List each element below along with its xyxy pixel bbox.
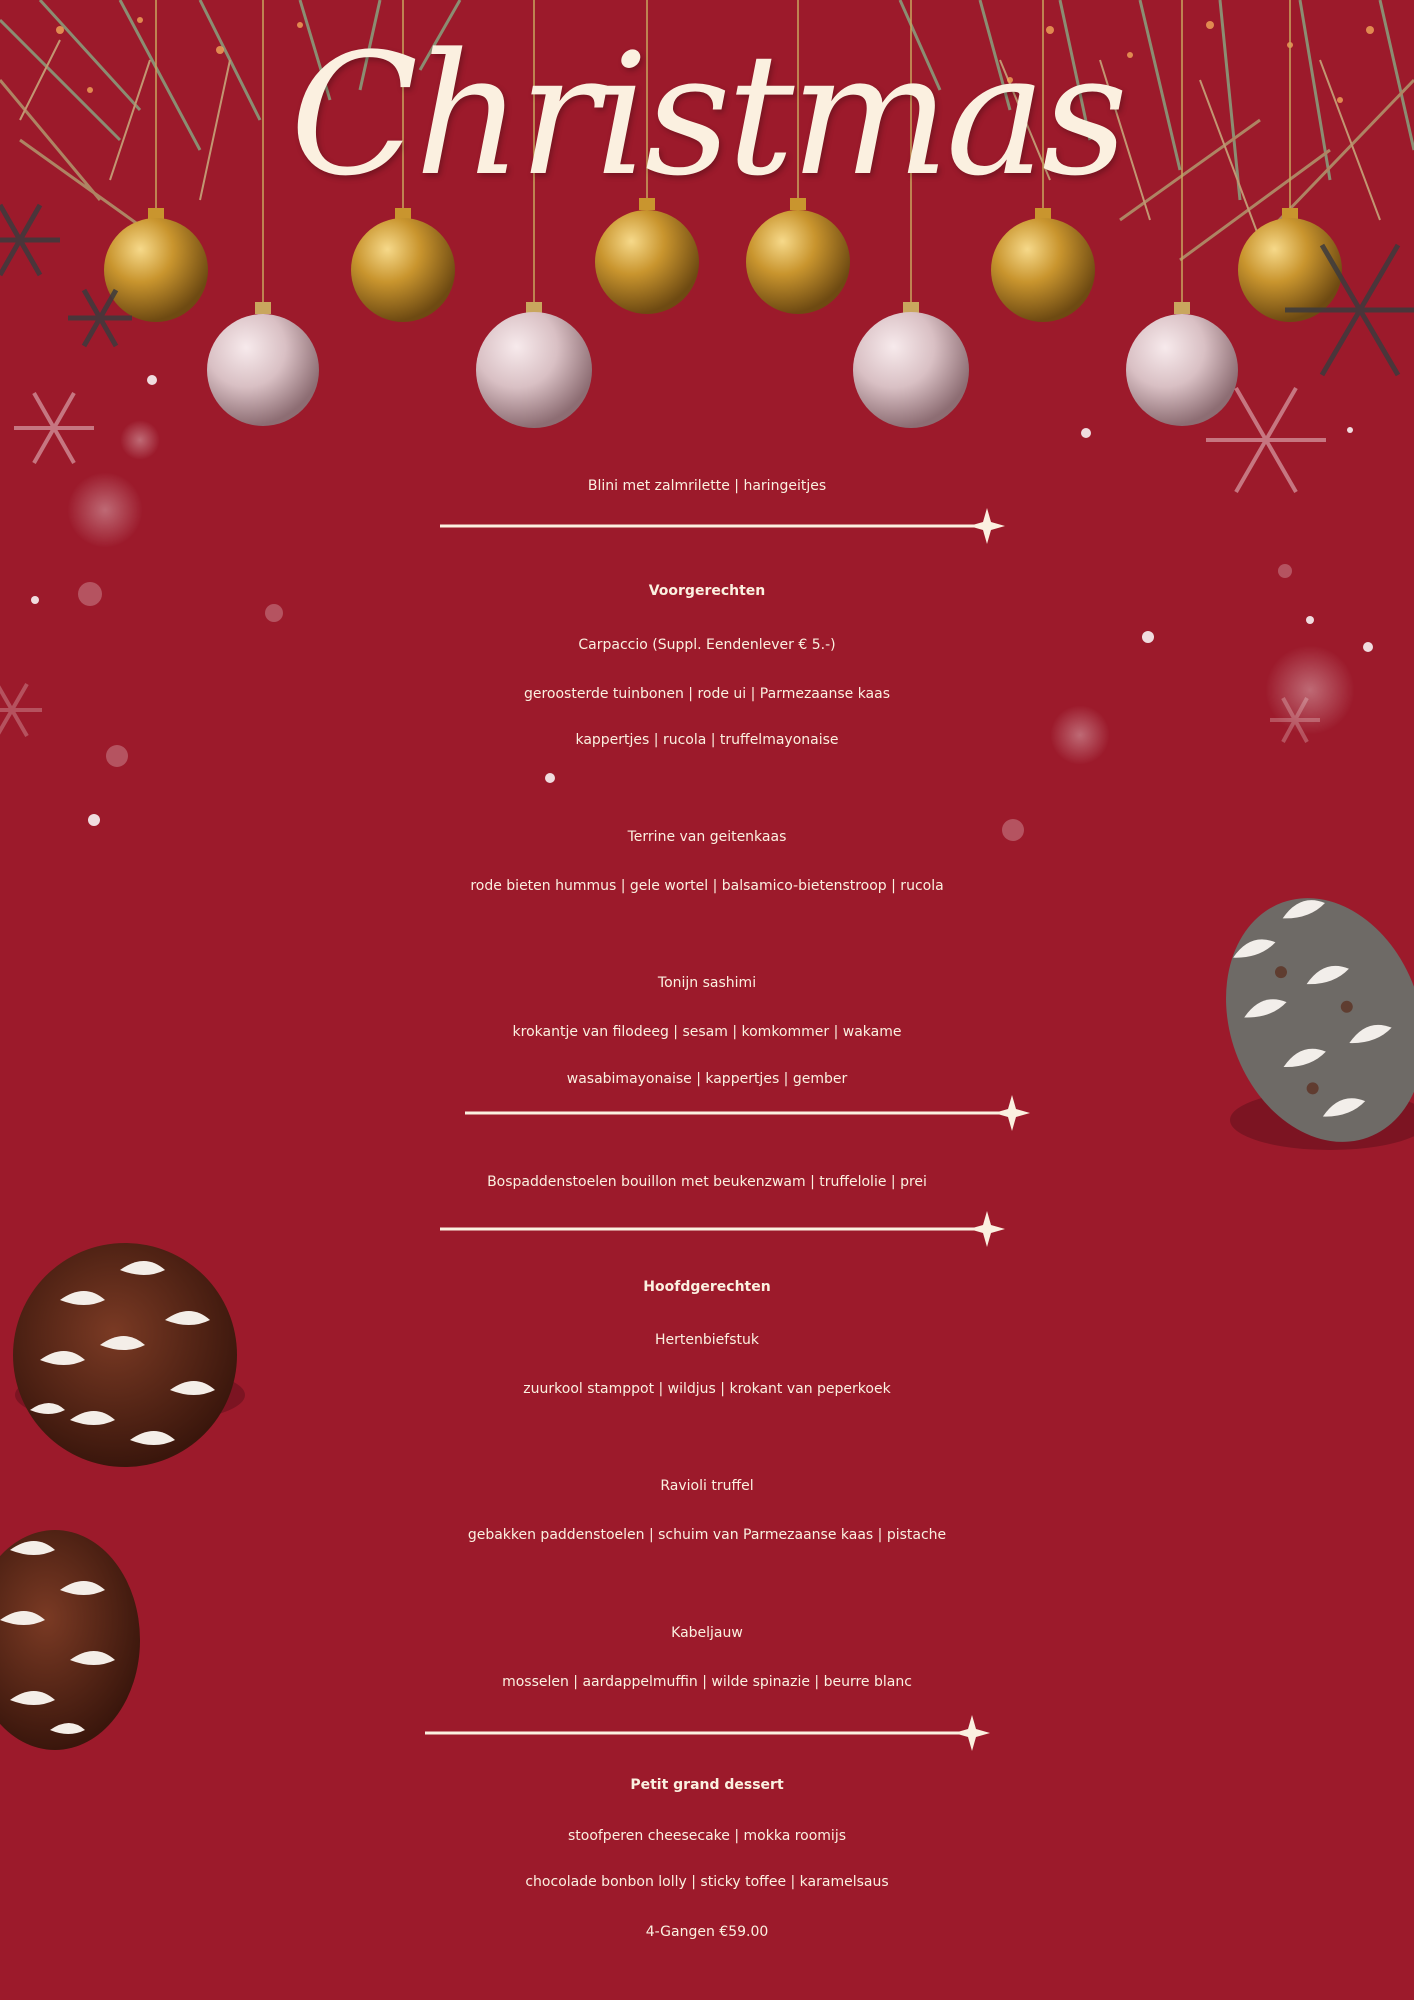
menu-price: 4-Gangen €59.00: [645, 1924, 769, 1940]
dish-name: Terrine van geitenkaas: [627, 829, 787, 845]
dish-description: rode bieten hummus | gele wortel | balsamico-bietenstroop | rucola: [470, 878, 944, 894]
dish-name: Tonijn sashimi: [657, 975, 757, 991]
dish-description: krokantje van filodeeg | sesam | komkommer | wakame: [512, 1024, 902, 1040]
dish-description: wasabimayonaise | kappertjes | gember: [566, 1071, 848, 1087]
heading-hoofdgerechten: Hoofdgerechten: [643, 1279, 771, 1295]
dish-name: Carpaccio (Suppl. Eendenlever € 5.-): [578, 637, 836, 653]
dish-name: Ravioli truffel: [660, 1478, 754, 1494]
heading-dessert: Petit grand dessert: [630, 1777, 784, 1793]
pink-bauble-icon: [207, 302, 1238, 428]
dish-name: Kabeljauw: [671, 1625, 743, 1641]
soup-line: Bospaddenstoelen bouillon met beukenzwam | truffelolie | prei: [487, 1174, 927, 1190]
dish-description: zuurkool stamppot | wildjus | krokant van peperkoek: [523, 1381, 891, 1397]
dish-description: stoofperen cheesecake | mokka roomijs: [567, 1828, 847, 1844]
menu-title: Christmas: [289, 17, 1125, 213]
heading-voorgerechten: Voorgerechten: [648, 583, 766, 599]
dish-name: Hertenbiefstuk: [655, 1332, 759, 1348]
dish-description: mosselen | aardappelmuffin | wilde spinazie | beurre blanc: [502, 1674, 912, 1690]
dish-description: chocolade bonbon lolly | sticky toffee | karamelsaus: [525, 1874, 889, 1890]
dish-description: kappertjes | rucola | truffelmayonaise: [575, 732, 839, 748]
amuse-line: Blini met zalmrilette | haringeitjes: [587, 478, 827, 494]
dish-description: geroosterde tuinbonen | rode ui | Parmezaanse kaas: [523, 686, 891, 702]
dish-description: gebakken paddenstoelen | schuim van Parmezaanse kaas | pistache: [467, 1527, 947, 1543]
